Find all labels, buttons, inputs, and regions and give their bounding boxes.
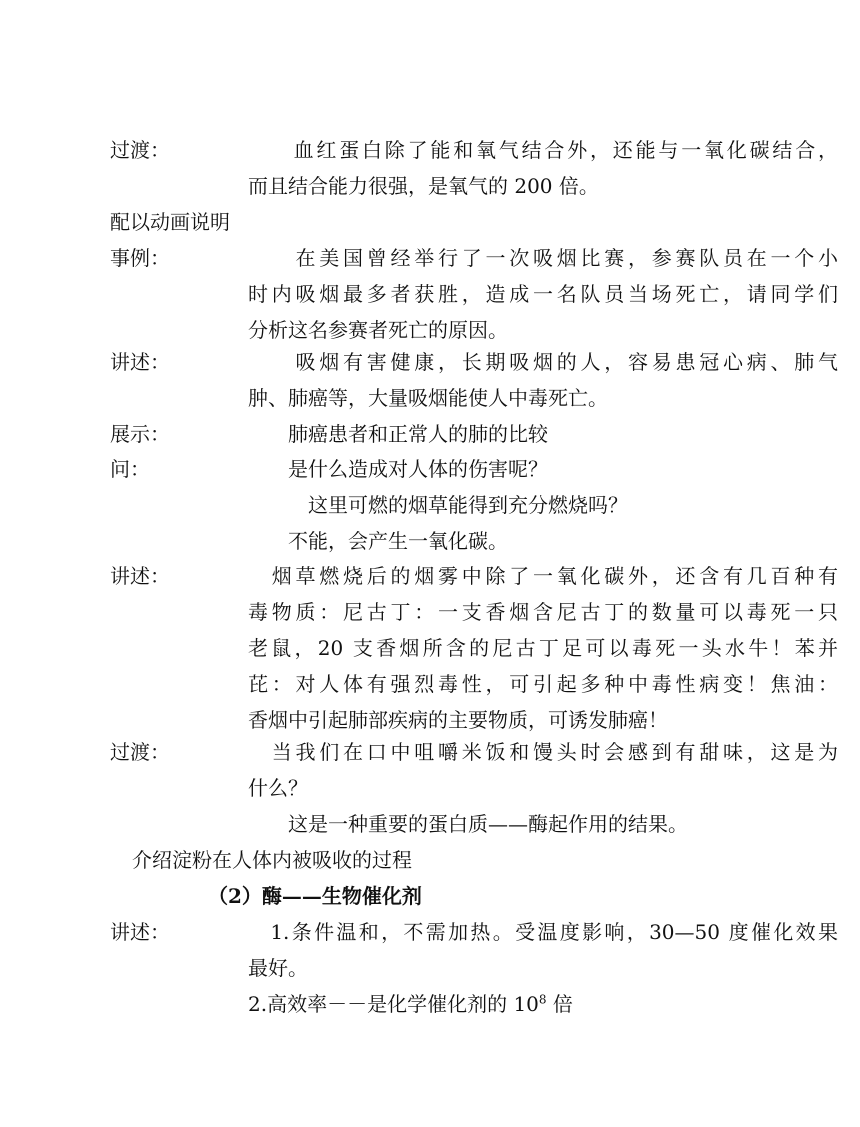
efficiency-line [248, 986, 838, 1022]
block-content [248, 416, 838, 452]
section-heading: （2）酶——生物催化剂 [208, 884, 422, 908]
text-line: 不能，会产生一氧化碳。 [248, 529, 508, 553]
text-line: 而且结合能力很强，是氧气的 200 倍。 [248, 174, 599, 198]
block-content [248, 734, 838, 842]
block-content [248, 132, 838, 204]
block-label: 问： [110, 457, 150, 481]
block-label: 展示： [110, 422, 170, 446]
block-label: 事例： [110, 246, 170, 270]
block-label: 讲述： [110, 564, 170, 588]
efficiency-suffix: 倍 [546, 992, 573, 1016]
starch-intro: 介绍淀粉在人体内被吸收的过程 [132, 848, 412, 872]
text-line: 是什么造成对人体的伤害呢？ [248, 457, 548, 481]
text-line: 烟草燃烧后的烟雾中除了一氧化碳外，还含有几百种有 [248, 564, 838, 588]
text-line: 这里可燃的烟草能得到充分燃烧吗？ [248, 493, 628, 517]
text-line: 血红蛋白除了能和氧气结合外，还能与一氧化碳结合， [248, 138, 838, 162]
exponent: 8 [538, 992, 547, 1007]
text-line: 最好。 [248, 956, 308, 980]
text-line: 这是一种重要的蛋白质——酶起作用的结果。 [248, 812, 688, 836]
text-line: 当我们在口中咀嚼米饭和馒头时会感到有甜味，这是为 [248, 740, 838, 764]
block-label: 过渡： [110, 138, 170, 162]
text-line: 在美国曾经举行了一次吸烟比赛，参赛队员在一个小 [248, 246, 838, 270]
block-content [248, 914, 838, 1022]
text-line: 毒物质：尼古丁：一支香烟含尼古丁的数量可以毒死一只 [248, 600, 838, 624]
text-line: 吸烟有害健康，长期吸烟的人，容易患冠心病、肺气 [248, 350, 838, 374]
text-line: 老鼠，20 支香烟所含的尼古丁足可以毒死一头水牛！苯并 [248, 636, 838, 660]
block-label: 讲述： [110, 920, 170, 944]
efficiency-prefix: 2.高效率－－是化学催化剂的 10 [248, 992, 539, 1016]
block-content [248, 240, 838, 348]
block-content [248, 344, 838, 416]
text-line: 芘：对人体有强烈毒性，可引起多种中毒性病变！焦油： [248, 672, 838, 696]
animation-note: 配以动画说明 [110, 210, 230, 234]
text-line: 1.条件温和，不需加热。受温度影响，30—50 度催化效果 [248, 920, 838, 944]
block-content [248, 558, 838, 738]
text-line: 什么？ [248, 776, 308, 800]
text-line: 时内吸烟最多者获胜，造成一名队员当场死亡，请同学们 [248, 282, 838, 306]
text-line: 香烟中引起肺部疾病的主要物质，可诱发肺癌！ [248, 708, 668, 732]
block-label: 讲述： [110, 350, 170, 374]
text-line: 分析这名参赛者死亡的原因。 [248, 318, 508, 342]
block-content [248, 451, 838, 559]
block-label: 过渡： [110, 740, 170, 764]
text-line: 肺癌患者和正常人的肺的比较 [248, 422, 548, 446]
text-line: 肿、肺癌等，大量吸烟能使人中毒死亡。 [248, 386, 608, 410]
